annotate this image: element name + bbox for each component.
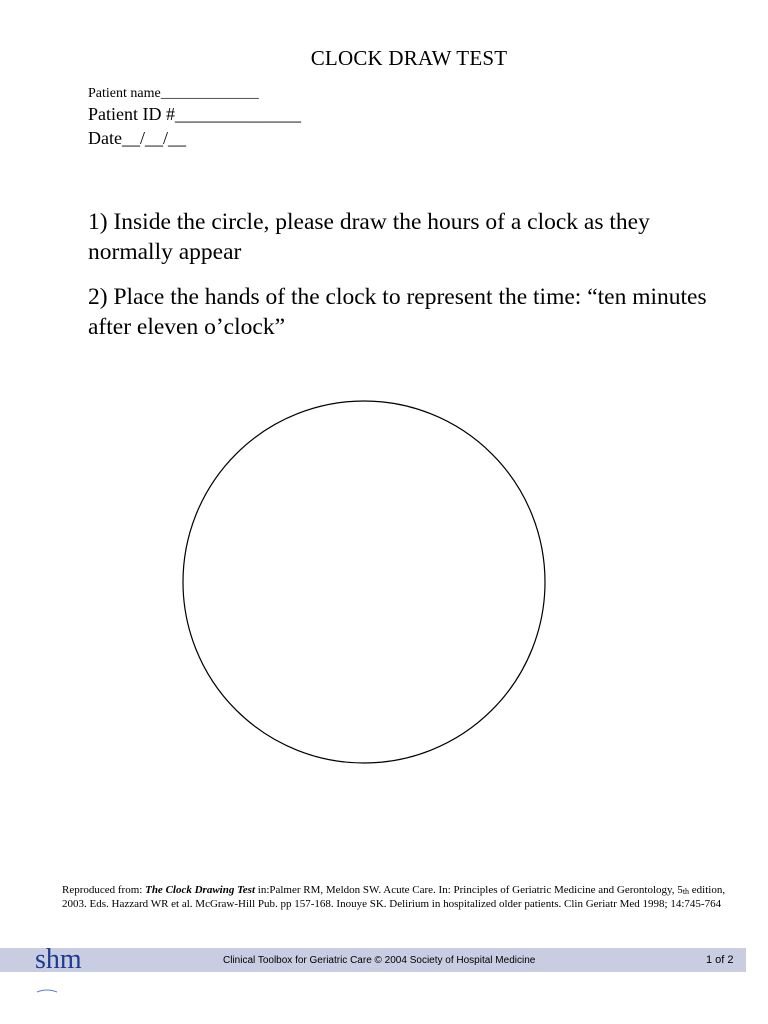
date-field: Date__/__/__ [88, 128, 186, 148]
citation-prefix: Reproduced from: [62, 884, 146, 896]
page-number: 1 of 2 [706, 954, 734, 966]
page-title: CLOCK DRAW TEST [310, 46, 508, 70]
shm-logo-text: shm [35, 944, 82, 975]
citation-work-title: The Clock Drawing Test [145, 884, 256, 896]
citation-part1: in:Palmer RM, Meldon SW. Acute Care. In: Principles of Geriatric Medicine and Gerontology, 5 [255, 884, 683, 896]
clock-drawing-circle[interactable] [180, 398, 548, 766]
citation-text [62, 884, 732, 911]
shm-logo [34, 942, 90, 978]
patient-id-field: Patient ID #______________ [88, 104, 301, 124]
logo-accent-mark [36, 988, 58, 994]
footer-credit: Clinical Toolbox for Geriatric Care © 2004 Society of Hospital Medicine [223, 955, 536, 966]
instruction-1: 1) Inside the circle, please draw the hours of a clock as they normally appear [88, 209, 650, 265]
instruction-2: 2) Place the hands of the clock to represent the time: “ten minutes after eleven o’clock” [88, 284, 707, 340]
citation-part2: edition, 2003. Eds. Hazzard WR et al. McGraw-Hill Pub. pp 157-168. Inouye SK. Delirium in hospitalized older patients. Clin Geriatr Med 1998; 14:745-764 [62, 884, 726, 910]
patient-name-field: Patient name______________ [88, 86, 259, 101]
citation-edition-suffix: th [682, 887, 690, 896]
clock-circle-outline [183, 401, 545, 763]
